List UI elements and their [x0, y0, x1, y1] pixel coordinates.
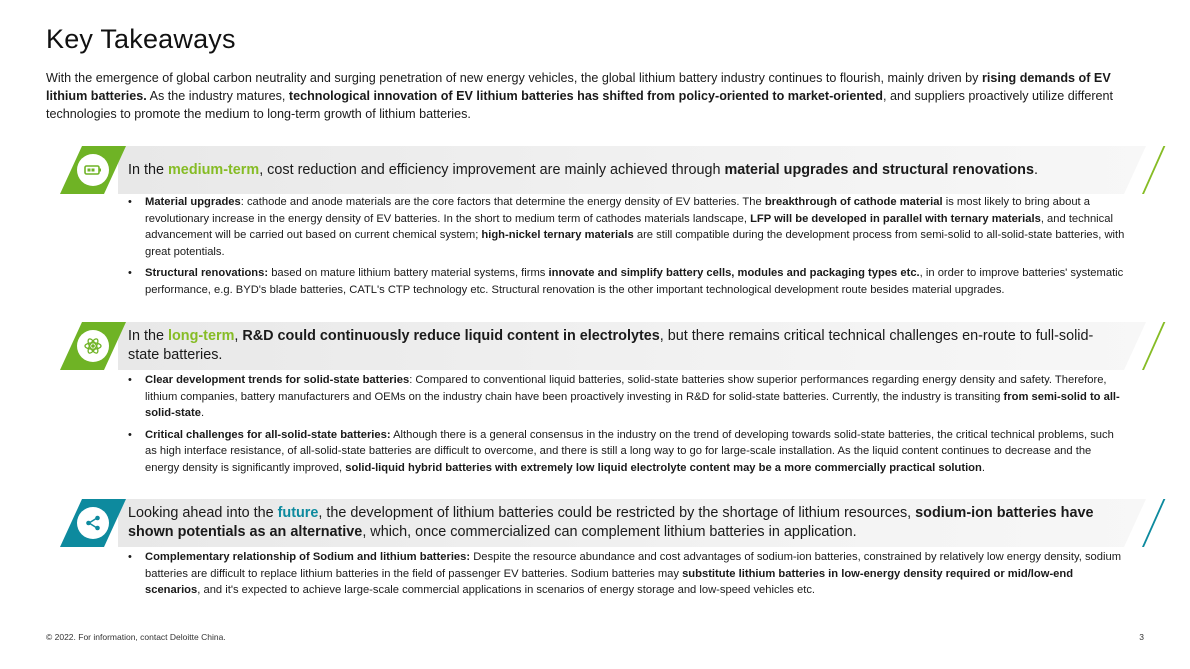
share-icon: [83, 513, 103, 533]
future-heading: Looking ahead into the future, the development of lithium batteries could be restricted by the shortage of lithium resources, sodium-ion batteries have shown potentials as an alternative, which, once commercialized can complement lithium batteries in application.: [128, 505, 1094, 540]
list-item: • Material upgrades: cathode and anode materials are the core factors that determine the energy density of EV batteries. The breakthrough of cathode material is most likely to bring about a revolutionary increase in the energy density of EV batteries. In the short to medium term of cathodes materials landscape, LFP will be developed in parallel with ternary materials, and technical advancement will be carried out based on current chemical system; high-nickel ternary materials are still compatible during the development process from semi-solid to all-solid-state batteries, with great potentials.: [128, 194, 1128, 260]
list-item: • Critical challenges for all-solid-state batteries: Although there is a general consensus in the industry on the trend of developing towards solid-state batteries, the critical technical problems, such as high interface resistance, of all-solid-state batteries are difficult to overcome, and there is still a long way to go for large-scale installation. As the liquid content continues to decrease and the energy density is significantly improved, solid-liquid hybrid batteries with extremely low liquid electrolyte content may be a more commercially practical solution.: [128, 427, 1128, 477]
footer-copyright: © 2022. For information, contact Deloitte China.: [46, 632, 226, 642]
medium-term-band: [60, 146, 1146, 194]
long-term-heading: In the long-term, R&D could continuously reduce liquid content in electrolytes, but there remains critical technical challenges en-route to full-solid-state batteries.: [128, 328, 1094, 363]
list-item: • Clear development trends for solid-state batteries: Compared to conventional liquid batteries, solid-state batteries show superior performances regarding energy density and safety. Therefore, lithium companies, battery manufacturers and OEMs on the industry chain have been proactively investing in R&D for solid-state batteries. Currently, the industry is transiting from semi-solid to all-solid-state.: [128, 372, 1128, 422]
long-term-band: [60, 322, 1146, 370]
page-number: 3: [1139, 632, 1144, 642]
future-band: [60, 499, 1146, 547]
medium-term-heading: In the medium-term, cost reduction and efficiency improvement are mainly achieved through material upgrades and structural renovations.: [128, 161, 1038, 178]
long-term-icon-box: [60, 322, 126, 370]
future-bullets: [128, 549, 1128, 604]
future-icon-box: [60, 499, 126, 547]
battery-icon: [83, 160, 103, 180]
intro-paragraph: With the emergence of global carbon neutrality and surging penetration of new energy vehicles, the global lithium battery industry continues to flourish, mainly driven by rising demands of EV lithium batteries. As the industry matures, technological innovation of EV lithium batteries has shifted from policy-oriented to market-oriented, and suppliers proactively utilize different technologies to promote the medium to long-term growth of lithium batteries.: [46, 71, 1114, 121]
atom-icon: [83, 336, 103, 356]
list-item: • Structural renovations: based on mature lithium battery material systems, firms innovate and simplify battery cells, modules and packaging types etc., in order to improve batteries' systematic performance, e.g. BYD's blade batteries, CATL's CTP technology etc. Structural renovation is the other important technological development route besides material upgrades.: [128, 265, 1128, 298]
medium-term-bullets: [128, 194, 1128, 303]
list-item: • Complementary relationship of Sodium and lithium batteries: Despite the resource abundance and cost advantages of sodium-ion batteries, constrained by relatively low energy density, sodium batteries are difficult to replace lithium batteries in the field of passenger EV batteries. Sodium batteries may substitute lithium batteries in low-energy density required or mid/low-end scenarios, and it's expected to achieve large-scale commercial applications in scenarios of energy storage and low-speed vehicles etc.: [128, 549, 1128, 599]
medium-term-icon-box: [60, 146, 126, 194]
long-term-bullets: [128, 372, 1128, 481]
page-title: Key Takeaways: [46, 24, 236, 54]
